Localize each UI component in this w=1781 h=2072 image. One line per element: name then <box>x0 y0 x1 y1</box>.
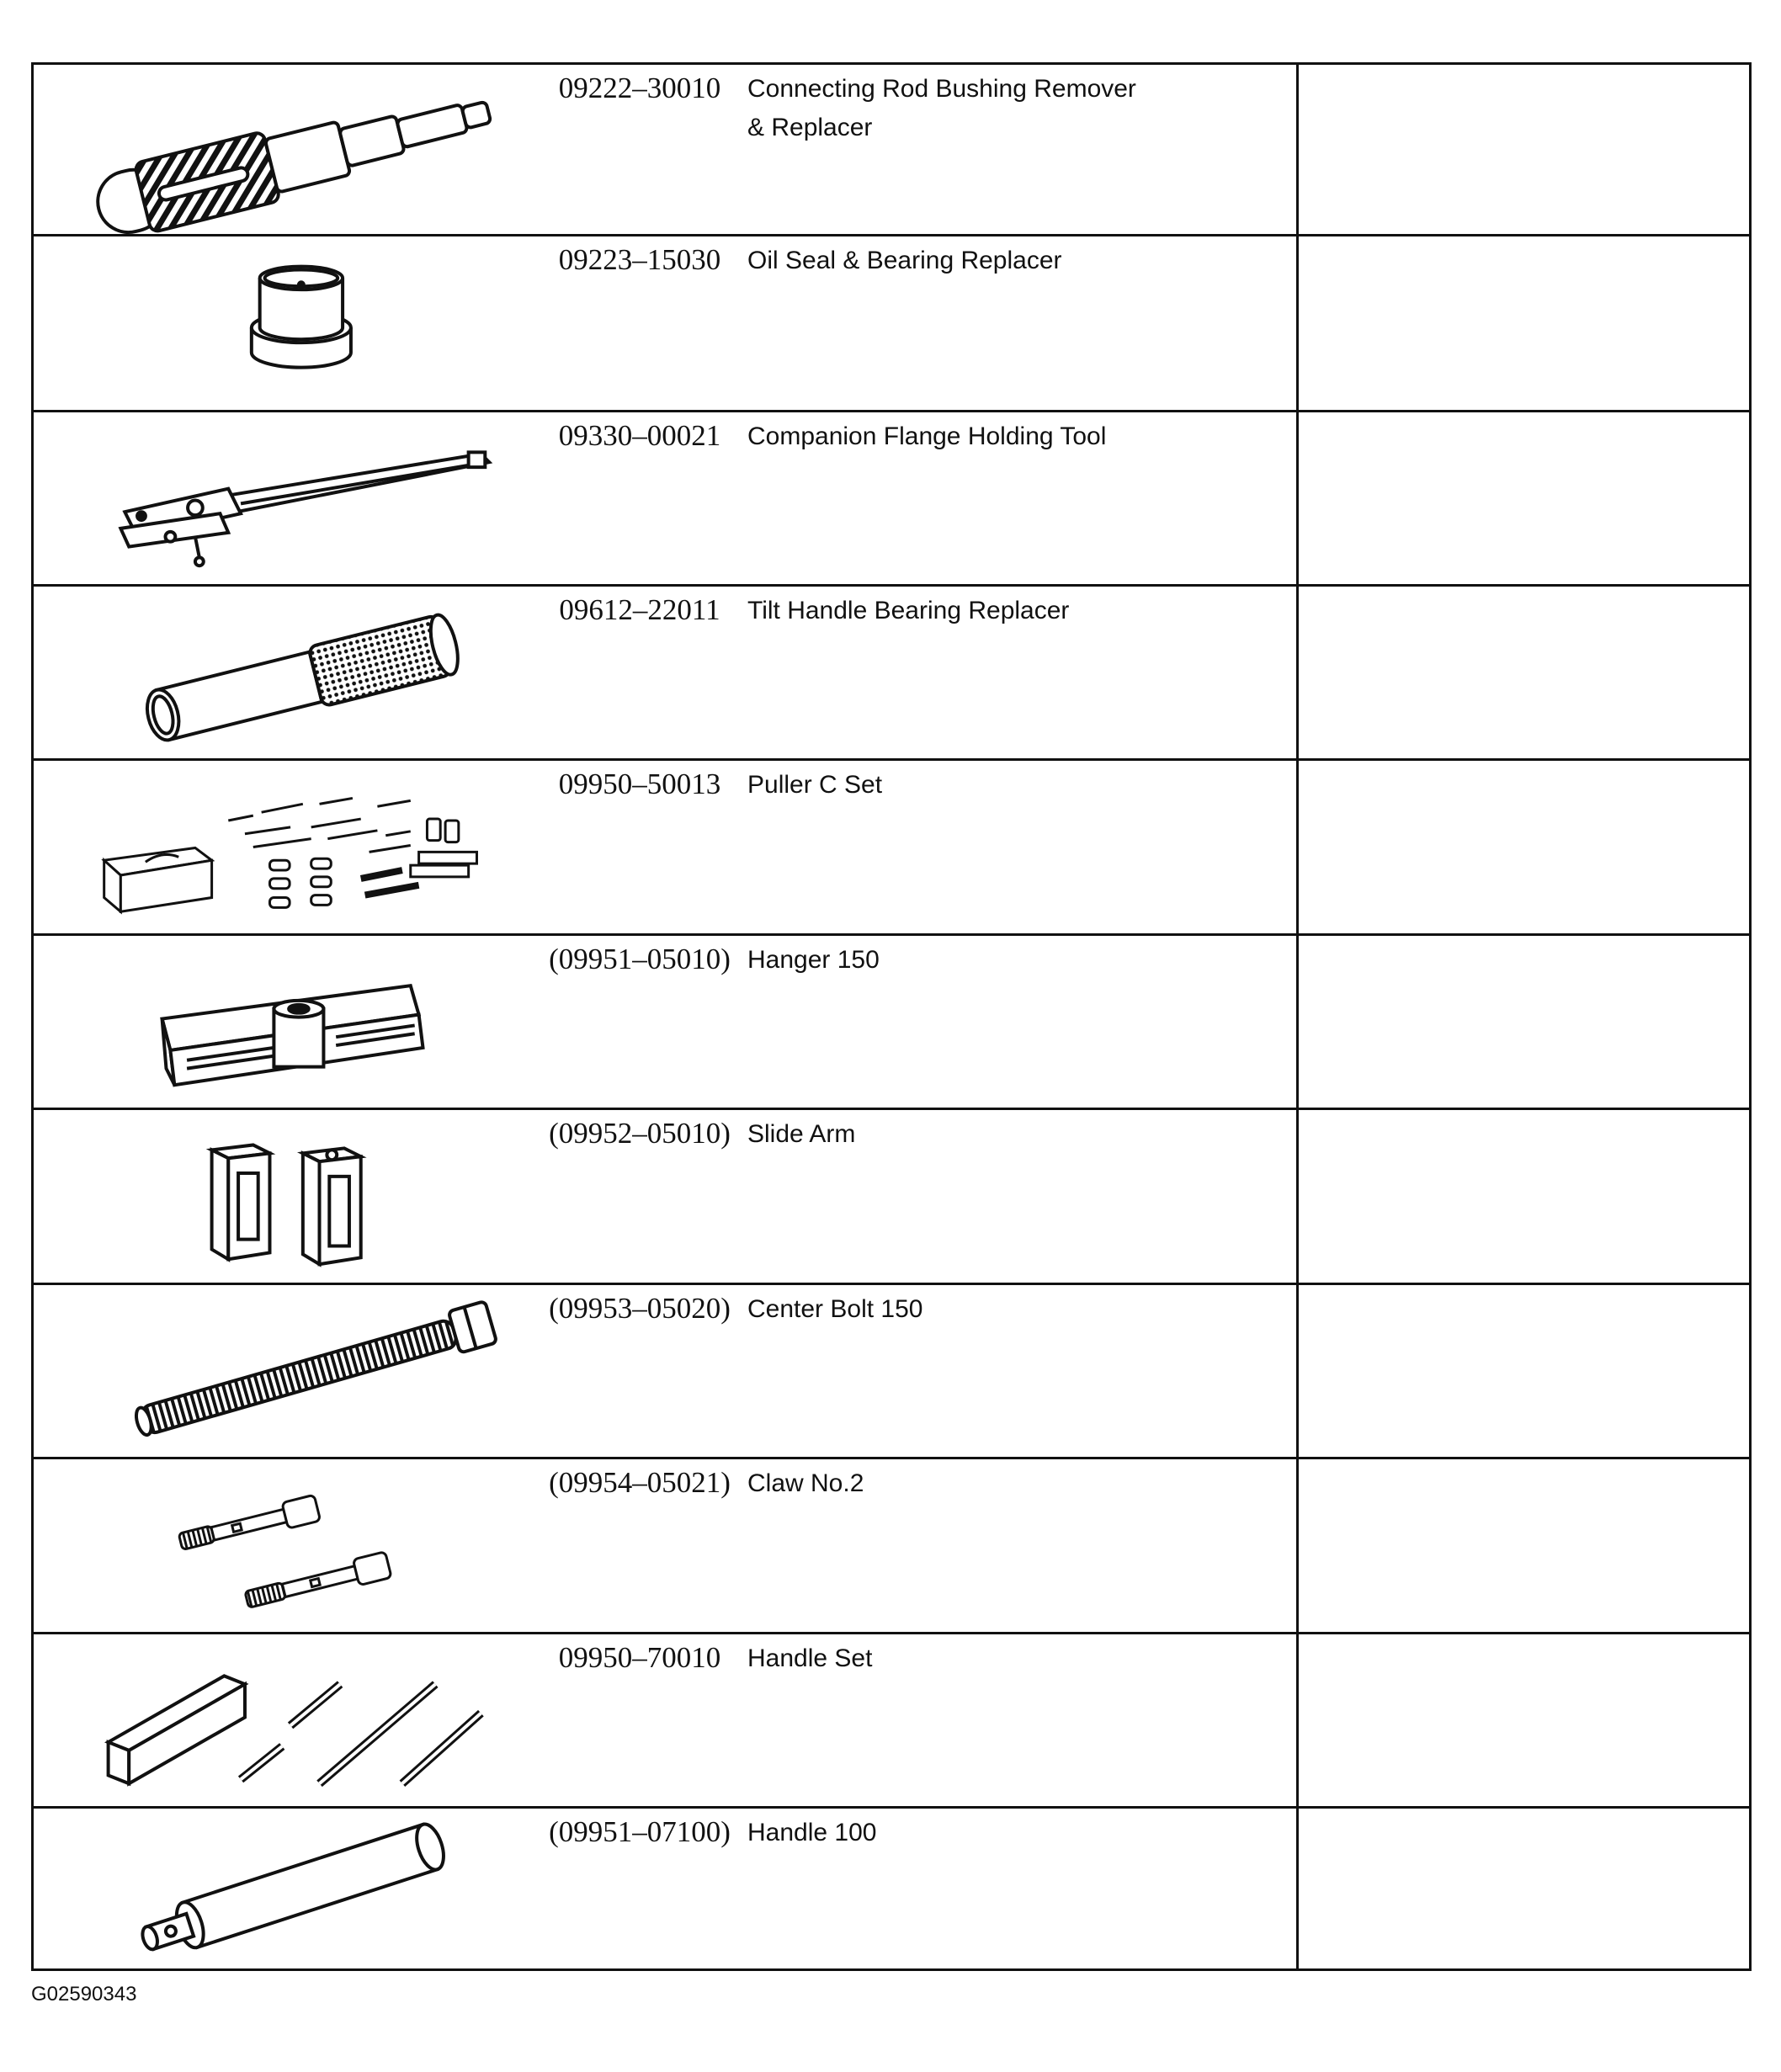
part-number: 09223–15030 <box>558 243 721 276</box>
center-bolt-icon <box>59 1294 530 1448</box>
column-divider <box>1296 236 1299 410</box>
special-tools-table <box>31 62 1752 1971</box>
tool-name: Hanger 150 <box>747 946 880 974</box>
bushing-remover-icon <box>59 73 530 226</box>
column-divider <box>1296 1809 1299 1968</box>
column-divider <box>1296 587 1299 758</box>
part-number: (09952–05010) <box>549 1117 731 1150</box>
handle-set-icon <box>59 1643 530 1798</box>
table-row <box>34 587 1749 761</box>
tool-name: Center Bolt 150 <box>747 1295 923 1323</box>
part-number: 09950–50013 <box>558 768 721 800</box>
column-divider <box>1296 1110 1299 1283</box>
part-number: (09954–05021) <box>549 1466 731 1499</box>
column-divider <box>1296 65 1299 234</box>
claw-icon <box>59 1468 530 1623</box>
table-row <box>34 236 1749 412</box>
flange-holding-tool-icon <box>59 421 530 576</box>
table-row <box>34 65 1749 236</box>
tool-name: Slide Arm <box>747 1120 856 1148</box>
hanger-icon <box>59 944 530 1099</box>
column-divider <box>1296 1285 1299 1457</box>
handle-icon <box>59 1817 530 1960</box>
table-row <box>34 412 1749 587</box>
table-row <box>34 1809 1749 1968</box>
tool-name: Tilt Handle Bearing Replacer <box>747 597 1070 624</box>
part-number: (09951–05010) <box>549 943 731 975</box>
column-divider <box>1296 761 1299 933</box>
tool-name: Puller C Set <box>747 771 883 799</box>
table-row <box>34 1459 1749 1634</box>
part-number: 09612–22011 <box>559 593 720 626</box>
tool-name: Companion Flange Holding Tool <box>747 422 1107 450</box>
puller-set-icon <box>59 769 530 925</box>
table-row <box>34 1634 1749 1809</box>
tilt-handle-replacer-icon <box>59 595 530 750</box>
column-divider <box>1296 412 1299 584</box>
tool-name: Connecting Rod Bushing Remover & Replacer <box>747 75 1136 141</box>
tool-name: Handle Set <box>747 1644 873 1672</box>
table-row <box>34 1110 1749 1285</box>
column-divider <box>1296 1459 1299 1632</box>
column-divider <box>1296 936 1299 1108</box>
part-number: 09330–00021 <box>558 419 721 452</box>
part-number: 09950–70010 <box>558 1641 721 1674</box>
table-row <box>34 936 1749 1110</box>
tool-name: Handle 100 <box>747 1819 877 1846</box>
table-row <box>34 1285 1749 1459</box>
part-number: (09953–05020) <box>549 1292 731 1325</box>
table-row <box>34 761 1749 936</box>
slide-arm-icon <box>59 1118 530 1274</box>
bearing-replacer-icon <box>59 245 530 401</box>
part-number: (09951–07100) <box>549 1815 731 1848</box>
tool-name: Oil Seal & Bearing Replacer <box>747 247 1062 274</box>
part-number: 09222–30010 <box>558 72 721 104</box>
column-divider <box>1296 1634 1299 1806</box>
tool-name: Claw No.2 <box>747 1469 864 1497</box>
figure-id: G02590343 <box>31 1983 137 2006</box>
